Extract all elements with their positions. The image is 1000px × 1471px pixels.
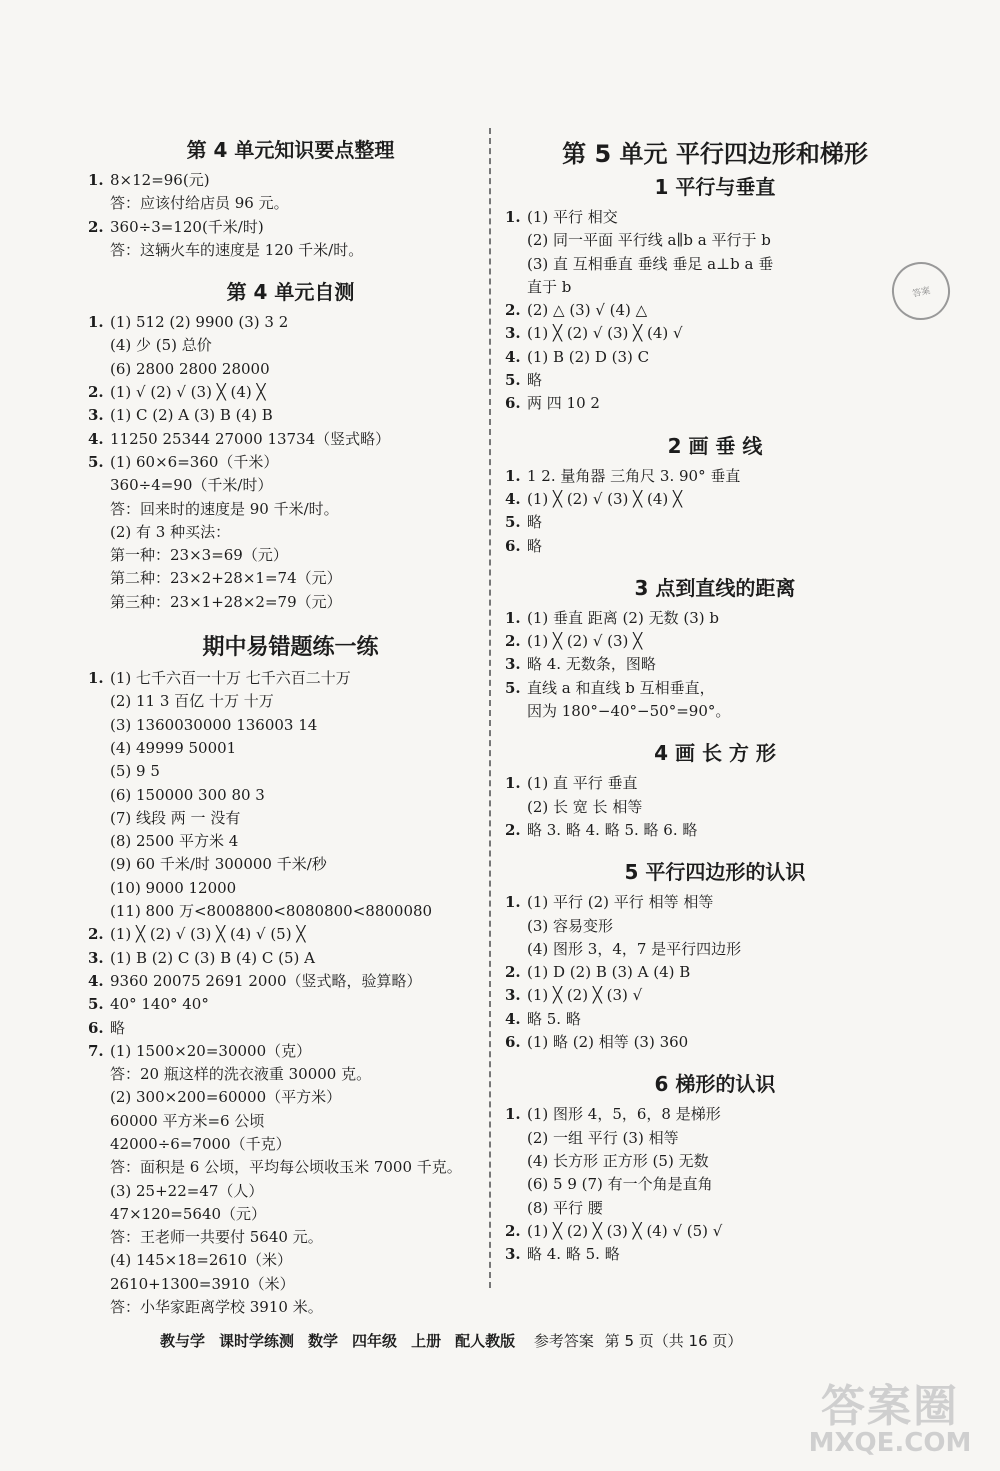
answer-text: (3) 25+22=47（人） (110, 1181, 264, 1200)
item-number: 4. (88, 429, 104, 448)
answer-text: 40° 140° 40° (110, 995, 209, 1014)
answer-line (88, 216, 473, 239)
midterm-list (88, 667, 473, 1319)
answer-text: 2610+1300=3910（米） (110, 1274, 295, 1293)
answer-line (505, 938, 925, 961)
answer-line (505, 535, 925, 558)
answer-line (505, 819, 925, 842)
answer-line (88, 1273, 473, 1296)
answer-text: (1) C (2) A (3) B (4) B (110, 406, 273, 425)
answer-line (505, 1127, 925, 1150)
item-number: 3. (505, 655, 521, 674)
answer-line (88, 923, 473, 946)
answer-text: (1) 1500×20=30000（克） (110, 1041, 312, 1060)
section-title: 3 点到直线的距离 (634, 575, 796, 600)
answer-line (505, 891, 925, 914)
item-number: 1. (88, 171, 104, 189)
answer-text: 直线 a 和直线 b 互相垂直， (527, 678, 715, 697)
answer-text: 答：小华家距离学校 3910 米。 (110, 1298, 323, 1317)
answer-line (505, 465, 925, 488)
answer-text: (1) B (2) C (3) B (4) C (5) A (110, 948, 315, 967)
answer-text: 略 4. 略 5. 略 (527, 1245, 620, 1264)
footer-page-number: 第 5 页（共 16 页） (604, 1332, 743, 1350)
answer-text: (6) 5 9 (7) 有一个角是直角 (527, 1175, 713, 1194)
answer-line (505, 1103, 925, 1126)
answer-text: 略 4. 无数条，图略 (527, 655, 656, 674)
answer-line (88, 239, 473, 262)
answer-text: 答：王老师一共要付 5640 元。 (110, 1228, 323, 1247)
watermark-logo (800, 1370, 980, 1460)
item-number: 1. (88, 669, 104, 688)
answer-text: 直于 b (527, 277, 572, 296)
item-number: 4. (505, 489, 521, 508)
answer-text: (11) 800 万<8008800<8080800<8800080 (110, 902, 433, 921)
answer-line (505, 677, 925, 700)
answer-line (88, 784, 473, 807)
answer-line (88, 947, 473, 970)
section-answers (505, 465, 925, 558)
section-title: 2 画 垂 线 (667, 433, 763, 458)
answer-text: 11250 25344 27000 13734（竖式略） (110, 429, 391, 448)
answer-text: 略 (527, 513, 543, 532)
answer-line (88, 451, 473, 474)
item-number: 3. (88, 948, 104, 967)
answer-line (88, 311, 473, 334)
answer-line (505, 915, 925, 938)
answer-text: 略 3. 略 4. 略 5. 略 6. 略 (527, 820, 698, 839)
answer-text: 1 2. 量角器 三角尺 3. 90° 垂直 (527, 466, 741, 485)
item-number: 1. (505, 774, 521, 793)
answer-line (505, 206, 925, 229)
answer-line (88, 1296, 473, 1319)
answer-line (88, 690, 473, 713)
answer-line (505, 369, 925, 392)
answer-text: (1) 平行 (2) 平行 相等 相等 (527, 893, 714, 912)
item-number: 6. (505, 1033, 521, 1052)
answer-line (505, 1008, 925, 1031)
answer-text: 9360 20075 2691 2000（竖式略，验算略） (110, 971, 422, 990)
answer-text: (1) ╳ (2) √ (3) ╳ (4) √ (5) ╳ (110, 925, 306, 944)
section-title: 4 画 长 方 形 (654, 741, 776, 766)
answer-line (88, 877, 473, 900)
answer-text: 第三种：23×1+28×2=79（元） (110, 592, 342, 611)
answer-text: (2) 有 3 种买法： (110, 522, 231, 541)
section-title-unit4-summary: 第 4 单元知识要点整理 (186, 138, 395, 162)
answer-text: 第二种：23×2+28×1=74（元） (110, 569, 342, 588)
footer-book-item: 上册 (411, 1332, 442, 1350)
answer-line (88, 404, 473, 427)
answer-text: (7) 线段 两 一 没有 (110, 808, 241, 827)
answer-text: (1) 图形 4，5，6，8 是梯形 (527, 1105, 721, 1124)
answer-text: 两 四 10 2 (527, 394, 600, 413)
item-number: 7. (88, 1041, 104, 1060)
answer-text: (1) 垂直 距离 (2) 无数 (3) b (527, 608, 719, 627)
section-answers (505, 206, 925, 416)
item-number: 3. (505, 986, 521, 1005)
answer-line (88, 667, 473, 690)
answer-line (505, 1173, 925, 1196)
item-number: 3. (505, 1245, 521, 1264)
answer-text: (1) ╳ (2) ╳ (3) ╳ (4) √ (5) √ (527, 1221, 723, 1240)
section-title: 6 梯形的认识 (654, 1072, 776, 1097)
answer-line (505, 229, 925, 252)
footer-book-item: 四年级 (352, 1332, 398, 1350)
answer-line (88, 591, 473, 614)
answer-text: (1) ╳ (2) √ (3) ╳ (527, 632, 643, 651)
watermark-line1: 答案圈 (821, 1381, 959, 1432)
answer-line (88, 1063, 473, 1086)
answer-text: 略 (527, 536, 543, 555)
answer-text: (1) ╳ (2) ╳ (3) √ (527, 986, 643, 1005)
item-number: 2. (88, 383, 104, 402)
footer-answer-label: 参考答案 (533, 1332, 594, 1350)
section-answers (505, 1103, 925, 1266)
answer-line (88, 428, 473, 451)
item-number: 2. (505, 632, 521, 651)
answer-text: 第一种：23×3=69（元） (110, 546, 288, 565)
answer-text: (1) 60×6=360（千米） (110, 452, 279, 471)
item-number: 1. (88, 313, 104, 332)
answer-line (88, 830, 473, 853)
answer-text: (1) 七千六百一十万 七千六百二十万 (110, 669, 351, 688)
answer-text: (4) 49999 50001 (110, 738, 237, 757)
answer-line (88, 1156, 473, 1179)
answer-text: 47×120=5640（元） (110, 1204, 267, 1223)
answer-line (88, 1110, 473, 1133)
answer-line (505, 392, 925, 415)
answer-text: (2) △ (3) √ (4) △ (527, 301, 648, 320)
answer-text: (2) 11 3 百亿 十万 十万 (110, 692, 274, 711)
answer-line (505, 511, 925, 534)
answer-text: 因为 180°−40°−50°=90°。 (527, 702, 731, 721)
answer-line (88, 169, 473, 192)
section-answers (505, 772, 925, 842)
footer-book-item: 课时学练测 (219, 1332, 295, 1350)
answer-text: (9) 60 千米/时 300000 千米/秒 (110, 855, 327, 874)
answer-text: (1) ╳ (2) √ (3) ╳ (4) √ (527, 324, 683, 343)
footer-book-info (160, 1332, 529, 1350)
answer-line (88, 737, 473, 760)
answer-text: (8) 2500 平方米 4 (110, 832, 239, 851)
answer-text: (4) 图形 3，4，7 是平行四边形 (527, 939, 742, 958)
item-number: 5. (505, 513, 521, 532)
answer-line (505, 607, 925, 630)
answer-text: (6) 2800 2800 28000 (110, 359, 270, 378)
answer-line (88, 714, 473, 737)
page-footer (160, 1330, 742, 1351)
answer-text: (3) 1360030000 136003 14 (110, 715, 318, 734)
answer-line (88, 567, 473, 590)
answer-line (88, 1040, 473, 1063)
section-title: 5 平行四边形的认识 (624, 860, 806, 885)
answer-text: (2) 300×200=60000（平方米） (110, 1088, 342, 1107)
answer-line (505, 700, 925, 723)
answer-line (505, 322, 925, 345)
item-number: 1. (505, 893, 521, 912)
answer-text: (1) ╳ (2) √ (3) ╳ (4) ╳ (527, 489, 683, 508)
item-number: 2. (505, 301, 521, 320)
item-number: 4. (88, 971, 104, 990)
footer-book-item: 教与学 (160, 1332, 206, 1350)
answer-line (505, 796, 925, 819)
answer-text: 42000÷6=7000（千克） (110, 1134, 291, 1153)
answer-line (88, 192, 473, 215)
answer-line (88, 544, 473, 567)
answer-line (505, 772, 925, 795)
item-number: 3. (505, 324, 521, 343)
item-number: 2. (505, 1221, 521, 1240)
answer-text: (5) 9 5 (110, 762, 160, 781)
answer-text: (4) 长方形 正方形 (5) 无数 (527, 1151, 709, 1170)
item-number: 1. (505, 466, 521, 485)
answer-text: 答：应该付给店员 96 元。 (110, 194, 289, 213)
answer-line (88, 970, 473, 993)
footer-book-item: 数学 (308, 1332, 339, 1350)
answer-line (88, 900, 473, 923)
answer-text: 略 (110, 1018, 126, 1037)
answer-line (88, 358, 473, 381)
answer-line (505, 1243, 925, 1266)
answer-line (88, 334, 473, 357)
answer-text: (4) 145×18=2610（米） (110, 1251, 293, 1270)
item-number: 2. (88, 925, 104, 944)
answer-text: (10) 9000 12000 (110, 878, 237, 897)
answer-line (505, 299, 925, 322)
answer-text: (1) D (2) B (3) A (4) B (527, 963, 691, 982)
answer-line (505, 653, 925, 676)
answer-line (88, 1203, 473, 1226)
answer-text: 60000 平方米=6 公顷 (110, 1111, 265, 1130)
answer-text: 360÷3=120(千米/时) (110, 217, 264, 236)
answer-text: 答：回来时的速度是 90 千米/时。 (110, 499, 339, 518)
answer-line (505, 1150, 925, 1173)
answer-line (88, 1133, 473, 1156)
answer-line (505, 276, 925, 299)
answer-line (505, 1031, 925, 1054)
item-number: 1. (505, 608, 521, 627)
answer-text: (1) 略 (2) 相等 (3) 360 (527, 1033, 689, 1052)
answer-line (505, 488, 925, 511)
answer-text: 答：面积是 6 公顷，平均每公顷收玉米 7000 千克。 (110, 1158, 462, 1177)
answer-line (505, 346, 925, 369)
section-answers (505, 891, 925, 1054)
answer-line (88, 1180, 473, 1203)
item-number: 3. (88, 406, 104, 425)
section-title-midterm: 期中易错题练一练 (202, 635, 379, 661)
unit4-summary-list (88, 169, 473, 262)
answer-line (88, 521, 473, 544)
answer-line (88, 760, 473, 783)
item-number: 5. (88, 452, 104, 471)
stamp-icon: 答案 (887, 257, 956, 326)
answer-text: (3) 容易变形 (527, 916, 614, 935)
answer-text: (1) 直 平行 垂直 (527, 774, 638, 793)
answer-line (88, 853, 473, 876)
answer-text: 8×12=96(元) (110, 171, 210, 189)
answer-line (505, 630, 925, 653)
item-number: 4. (505, 1009, 521, 1028)
item-number: 4. (505, 347, 521, 366)
answer-line (505, 961, 925, 984)
answer-line (505, 1197, 925, 1220)
section-title: 1 平行与垂直 (654, 175, 776, 199)
item-number: 1. (505, 1105, 521, 1124)
answer-line (88, 498, 473, 521)
answer-line (88, 1249, 473, 1272)
item-number: 1. (505, 208, 521, 226)
footer-book-item: 配人教版 (455, 1332, 516, 1350)
answer-line (88, 381, 473, 404)
item-number: 2. (505, 820, 521, 839)
answer-text: (6) 150000 300 80 3 (110, 785, 265, 804)
answer-line (88, 1086, 473, 1109)
answer-text: (2) 同一平面 平行线 a∥b a 平行于 b (527, 231, 771, 250)
section-title-unit4-test: 第 4 单元自测 (226, 280, 355, 305)
answer-text: (1) 平行 相交 (527, 208, 618, 226)
answer-line (505, 984, 925, 1007)
item-number: 5. (505, 678, 521, 697)
answer-line (88, 1017, 473, 1040)
answer-line (88, 1226, 473, 1249)
unit5-sections (505, 171, 925, 1266)
section-answers (505, 607, 925, 723)
answer-text: (3) 直 互相垂直 垂线 垂足 a⊥b a 垂 (527, 254, 774, 273)
item-number: 6. (505, 394, 521, 413)
item-number: 2. (505, 963, 521, 982)
answer-line (88, 474, 473, 497)
answer-text: 答：20 瓶这样的洗衣液重 30000 克。 (110, 1065, 372, 1084)
answer-text: (4) 少 (5) 总价 (110, 336, 212, 355)
unit5-title: 第 5 单元 平行四边形和梯形 (562, 140, 868, 168)
answer-text: (2) 一组 平行 (3) 相等 (527, 1128, 679, 1147)
item-number: 5. (505, 371, 521, 390)
answer-line (505, 253, 925, 276)
item-number: 6. (505, 536, 521, 555)
watermark-line2: MXQE.COM (808, 1428, 972, 1458)
left-column (88, 126, 473, 1319)
answer-text: 答：这辆火车的速度是 120 千米/时。 (110, 240, 364, 259)
column-divider (489, 128, 491, 1288)
item-number: 2. (88, 217, 104, 236)
answer-text: (1) 512 (2) 9900 (3) 3 2 (110, 313, 289, 332)
answer-text: (1) √ (2) √ (3) ╳ (4) ╳ (110, 383, 266, 402)
item-number: 5. (88, 995, 104, 1014)
answer-text: (2) 长 宽 长 相等 (527, 797, 643, 816)
right-column (505, 130, 925, 1266)
answer-text: 略 5. 略 (527, 1009, 581, 1028)
answer-text: (8) 平行 腰 (527, 1198, 603, 1217)
answer-line (88, 993, 473, 1016)
unit4-test-list (88, 311, 473, 614)
answer-text: 略 (527, 371, 543, 390)
item-number: 6. (88, 1018, 104, 1037)
answer-line (505, 1220, 925, 1243)
answer-text: 360÷4=90（千米/时） (110, 476, 273, 495)
answer-line (88, 807, 473, 830)
answer-text: (1) B (2) D (3) C (527, 347, 650, 366)
